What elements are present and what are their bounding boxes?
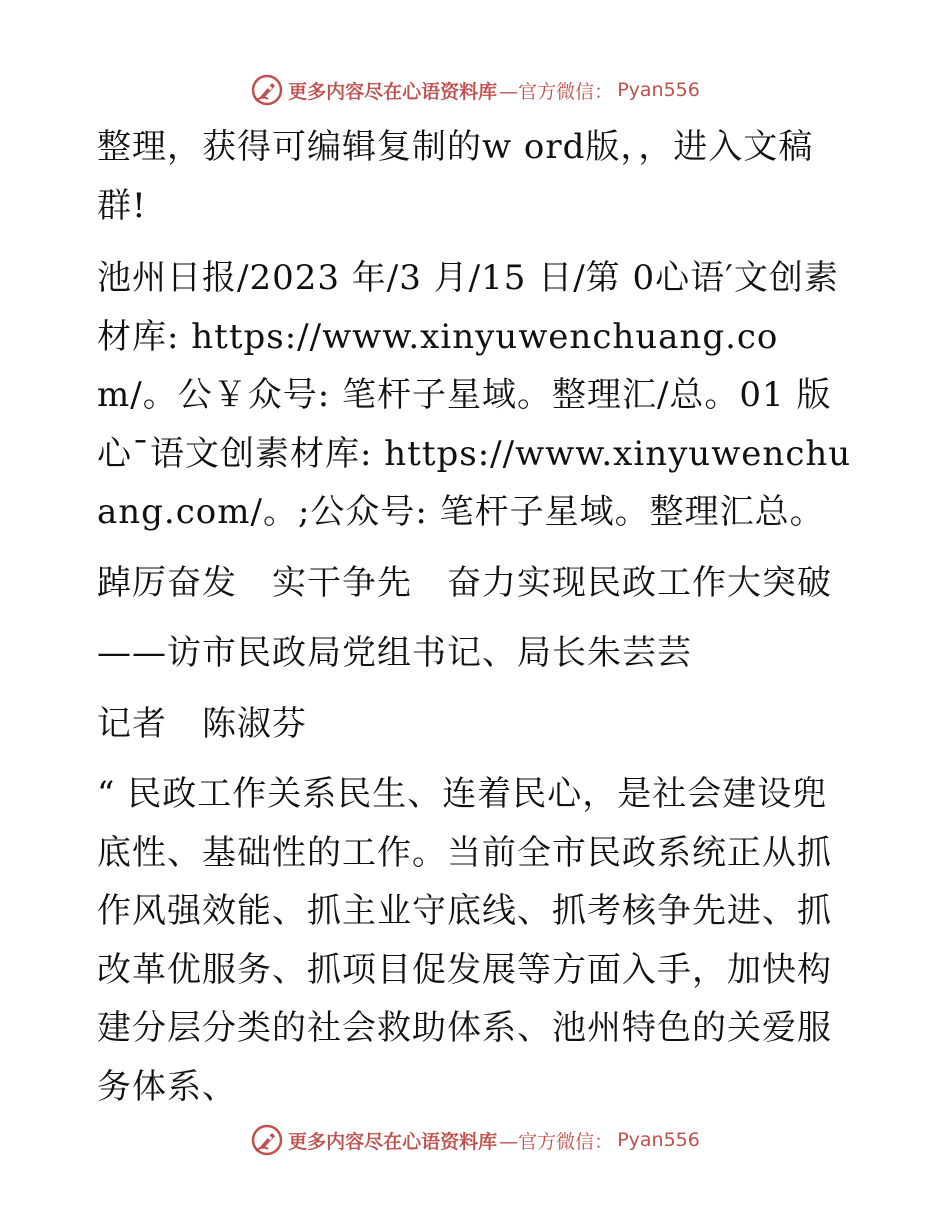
header-watermark bbox=[0, 70, 950, 110]
document-body bbox=[97, 118, 857, 1116]
source-paragraph: 池州日报/2023 年/3 月/15 日/第 0心语′文创素材库: https://www.xinyuwenchuang.com/。公￥众号: 笔杆子星域。整理汇/总。01 版心¯语文创素材库: https://www.xinyuwenchuang.com/。;公众号: 笔杆子星域。整理汇总。 bbox=[97, 258, 852, 532]
article-byline: 记者 陈淑芬 bbox=[97, 703, 307, 744]
watermark-brand-text: 更多内容尽在心语资料库 bbox=[288, 1130, 498, 1153]
intro-paragraph: 整理，获得可编辑复制的w ord版，，进入文稿群! bbox=[97, 127, 814, 226]
watermark-separator: —官方微信： bbox=[499, 80, 614, 103]
pen-nib-circle-icon bbox=[250, 1123, 284, 1157]
article-subtitle: ——访市民政局党组书记、局长朱芸芸 bbox=[97, 633, 692, 673]
watermark-wechat-id: Pyan556 bbox=[617, 79, 700, 101]
watermark-brand-text: 更多内容尽在心语资料库 bbox=[288, 80, 498, 103]
watermark-separator: —官方微信： bbox=[499, 1130, 614, 1153]
watermark-wechat-id: Pyan556 bbox=[617, 1129, 700, 1151]
pen-nib-circle-icon bbox=[250, 73, 284, 107]
footer-watermark bbox=[0, 1120, 950, 1160]
article-body-paragraph: “ 民政工作关系民生、连着民心，是社会建设兜底性、基础性的工作。当前全市民政系统正从抓作风强效能、抓主业守底线、抓考核争先进、抓改革优服务、抓项目促发展等方面入手，加快构建分层分类的社会救助体系、池州特色的关爱服务体系、 bbox=[97, 774, 832, 1107]
article-title: 踔厉奋发 实干争先 奋力实现民政工作大突破 bbox=[97, 562, 832, 603]
